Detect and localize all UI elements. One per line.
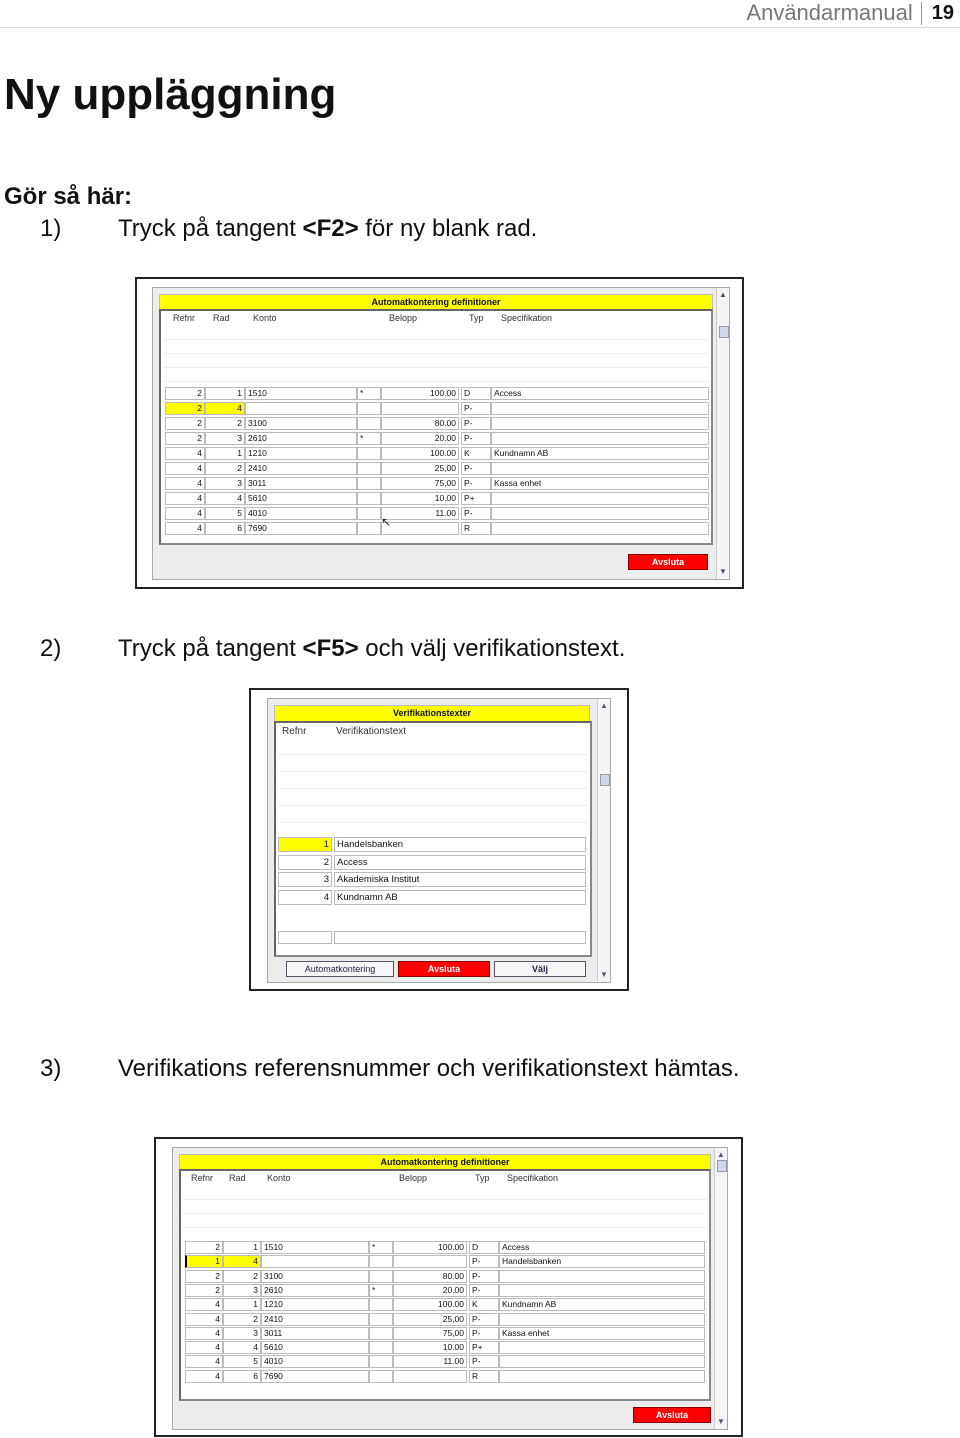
konto-cell[interactable]: 2610 [245, 432, 357, 445]
flag-cell[interactable] [369, 1270, 393, 1283]
konto-cell[interactable]: 4010 [245, 507, 357, 520]
rad-cell[interactable]: 3 [223, 1284, 261, 1297]
spec-cell[interactable] [491, 462, 709, 475]
col-typ: Typ [469, 313, 484, 323]
typ-cell[interactable]: P- [461, 432, 491, 445]
flag-cell[interactable] [369, 1255, 393, 1268]
konto-cell[interactable]: 1210 [245, 447, 357, 460]
flag-cell[interactable] [357, 477, 381, 490]
screenshot-verifikationstexter [249, 688, 629, 991]
belopp-cell[interactable]: 25,00 [381, 462, 459, 475]
refnr-cell[interactable]: 2 [185, 1284, 223, 1297]
col-refnr: Refnr [282, 726, 307, 737]
col-rad: Rad [213, 313, 230, 323]
typ-cell[interactable]: P+ [469, 1341, 499, 1354]
typ-cell[interactable]: P- [469, 1255, 499, 1268]
konto-cell[interactable]: 7690 [261, 1370, 369, 1383]
step-1 [40, 215, 537, 243]
typ-cell[interactable]: K [461, 447, 491, 460]
spec-cell[interactable]: Access [499, 1241, 705, 1254]
col-verifikationstext: Verifikationstext [336, 726, 407, 737]
belopp-cell[interactable]: 25,00 [393, 1313, 467, 1326]
rad-cell[interactable]: 3 [205, 477, 245, 490]
refnr-cell[interactable]: 2 [185, 1241, 223, 1254]
rad-cell[interactable]: 1 [205, 447, 245, 460]
spec-cell[interactable]: Kundnamn AB [499, 1298, 705, 1311]
flag-cell[interactable] [357, 507, 381, 520]
empty-row [183, 1200, 707, 1214]
spec-cell[interactable] [499, 1370, 705, 1383]
spec-cell[interactable]: Kassa enhet [499, 1327, 705, 1340]
flag-cell[interactable]: * [369, 1241, 393, 1254]
konto-cell[interactable]: 3100 [261, 1270, 369, 1283]
text-input[interactable] [334, 931, 586, 944]
col-belopp: Belopp [389, 313, 418, 323]
rad-cell[interactable]: 3 [223, 1327, 261, 1340]
konto-cell[interactable] [261, 1255, 369, 1268]
typ-cell[interactable]: P- [461, 402, 491, 415]
belopp-cell[interactable]: 100.00 [393, 1298, 467, 1311]
konto-cell[interactable]: 2610 [261, 1284, 369, 1297]
konto-cell[interactable]: 1210 [261, 1298, 369, 1311]
spec-cell[interactable] [491, 417, 709, 430]
spec-cell[interactable] [499, 1270, 705, 1283]
rad-cell[interactable]: 6 [205, 522, 245, 535]
konto-cell[interactable]: 3011 [245, 477, 357, 490]
refnr-cell[interactable]: 4 [165, 522, 205, 535]
verifikationstext-cell[interactable]: Access [334, 855, 586, 870]
empty-row [163, 354, 709, 368]
app-window [172, 1147, 728, 1430]
belopp-cell[interactable]: 11.00 [381, 507, 459, 520]
page-header [746, 0, 954, 26]
step-2 [40, 635, 625, 663]
rad-cell[interactable]: 6 [223, 1370, 261, 1383]
belopp-cell[interactable] [393, 1255, 467, 1268]
spec-cell[interactable] [491, 507, 709, 520]
belopp-cell[interactable]: 20.00 [381, 432, 459, 445]
window-title: Automatkontering definitioner [159, 294, 713, 311]
rad-cell[interactable]: 2 [223, 1313, 261, 1326]
flag-cell[interactable] [369, 1298, 393, 1311]
spec-cell[interactable]: Handelsbanken [499, 1255, 705, 1268]
verifikationstext-cell[interactable]: Kundnamn AB [334, 890, 586, 905]
empty-row [163, 340, 709, 354]
scroll-up-icon[interactable]: ▲ [600, 701, 608, 710]
belopp-cell[interactable]: 11.00 [393, 1355, 467, 1368]
flag-cell[interactable]: * [357, 387, 381, 400]
refnr-cell[interactable]: 1 [278, 837, 332, 852]
flag-cell[interactable] [369, 1327, 393, 1340]
konto-cell[interactable]: 3011 [261, 1327, 369, 1340]
scroll-thumb[interactable] [717, 1160, 727, 1172]
konto-cell[interactable]: 1510 [261, 1241, 369, 1254]
empty-row [183, 1228, 707, 1242]
refnr-cell[interactable]: 2 [165, 402, 205, 415]
app-window [267, 698, 611, 983]
belopp-cell[interactable]: 80.00 [381, 417, 459, 430]
spec-cell[interactable]: Kundnamn AB [491, 447, 709, 460]
spec-cell[interactable] [499, 1284, 705, 1297]
spec-cell[interactable]: Access [491, 387, 709, 400]
refnr-cell[interactable]: 4 [185, 1327, 223, 1340]
col-typ: Typ [475, 1173, 490, 1183]
rad-cell[interactable]: 4 [205, 492, 245, 505]
verifikationstext-cell[interactable]: Handelsbanken [334, 837, 586, 852]
typ-cell[interactable]: P- [469, 1284, 499, 1297]
refnr-cell[interactable]: 4 [278, 890, 332, 905]
spec-cell[interactable] [491, 492, 709, 505]
typ-cell[interactable]: P+ [461, 492, 491, 505]
flag-cell[interactable]: * [369, 1284, 393, 1297]
empty-row [278, 792, 588, 806]
flag-cell[interactable] [357, 462, 381, 475]
flag-cell[interactable] [369, 1313, 393, 1326]
empty-row [278, 758, 588, 772]
step-number: 3) [40, 1055, 62, 1082]
belopp-cell[interactable]: 100.00 [381, 387, 459, 400]
refnr-cell[interactable]: 2 [165, 387, 205, 400]
step-text: Verifikations referensnummer och verifikationstext hämtas. [118, 1055, 740, 1082]
col-konto: Konto [253, 313, 277, 323]
konto-cell[interactable]: 2410 [245, 462, 357, 475]
verifikationstext-list [274, 721, 592, 957]
rad-cell[interactable]: 4 [205, 402, 245, 415]
refnr-cell[interactable]: 4 [185, 1298, 223, 1311]
refnr-input[interactable] [278, 931, 332, 944]
step-text: Tryck på tangent <F5> och välj verifikationstext. [118, 635, 626, 662]
belopp-cell[interactable]: 20.00 [393, 1284, 467, 1297]
spec-cell[interactable] [491, 402, 709, 415]
belopp-cell[interactable]: 10.00 [381, 492, 459, 505]
page-title: Ny uppläggning [4, 70, 337, 119]
verifikationstext-cell[interactable]: Akademiska Institut [334, 872, 586, 887]
konto-cell[interactable]: 4010 [261, 1355, 369, 1368]
window-title: Verifikationstexter [274, 705, 590, 722]
refnr-cell[interactable]: 4 [165, 447, 205, 460]
avsluta-button[interactable]: Avsluta [398, 961, 490, 977]
scroll-down-icon[interactable]: ▼ [717, 1417, 725, 1426]
step-text: Tryck på tangent <F2> för ny blank rad. [118, 215, 538, 242]
typ-cell[interactable]: P- [461, 477, 491, 490]
spec-cell[interactable] [499, 1355, 705, 1368]
typ-cell[interactable]: R [461, 522, 491, 535]
scrollbar[interactable] [714, 1148, 727, 1429]
rad-cell[interactable]: 2 [205, 462, 245, 475]
spec-cell[interactable]: Kassa enhet [491, 477, 709, 490]
typ-cell[interactable]: P- [461, 507, 491, 520]
flag-cell[interactable] [357, 447, 381, 460]
konto-cell[interactable]: 3100 [245, 417, 357, 430]
rad-cell[interactable]: 1 [223, 1298, 261, 1311]
rad-cell[interactable]: 5 [223, 1355, 261, 1368]
belopp-cell[interactable]: 100.00 [393, 1241, 467, 1254]
refnr-cell[interactable]: 2 [165, 432, 205, 445]
flag-cell[interactable] [357, 417, 381, 430]
typ-cell[interactable]: D [469, 1241, 499, 1254]
screenshot-automatkontering-3 [154, 1137, 743, 1437]
scroll-up-icon[interactable]: ▲ [717, 1150, 725, 1159]
mouse-pointer-icon: ↖ [381, 515, 392, 529]
belopp-cell[interactable]: 75,00 [381, 477, 459, 490]
empty-row [278, 809, 588, 823]
empty-row [163, 326, 709, 340]
col-refnr: Refnr [173, 313, 196, 323]
scrollbar[interactable] [597, 699, 610, 982]
typ-cell[interactable]: P- [461, 462, 491, 475]
valj-button[interactable]: Välj [494, 961, 586, 977]
typ-cell[interactable]: R [469, 1370, 499, 1383]
belopp-cell[interactable]: 100.00 [381, 447, 459, 460]
rad-cell[interactable]: 1 [223, 1241, 261, 1254]
refnr-cell[interactable]: 1 [185, 1255, 223, 1268]
belopp-cell[interactable] [381, 522, 459, 535]
header-divider [0, 27, 960, 28]
flag-cell[interactable] [369, 1355, 393, 1368]
spec-cell[interactable] [499, 1313, 705, 1326]
refnr-cell[interactable]: 2 [165, 417, 205, 430]
konto-cell[interactable]: 5610 [245, 492, 357, 505]
rad-cell[interactable]: 2 [223, 1270, 261, 1283]
refnr-cell[interactable]: 4 [165, 492, 205, 505]
col-specifikation: Specifikation [501, 313, 553, 323]
page-number: 19 [921, 2, 954, 25]
konto-cell[interactable] [245, 402, 357, 415]
app-window [152, 287, 730, 580]
scrollbar[interactable] [716, 288, 729, 579]
refnr-cell[interactable]: 4 [185, 1341, 223, 1354]
flag-cell[interactable] [369, 1370, 393, 1383]
rad-cell[interactable]: 2 [205, 417, 245, 430]
scroll-thumb[interactable] [600, 774, 610, 786]
refnr-cell[interactable]: 4 [185, 1355, 223, 1368]
rad-cell[interactable]: 4 [223, 1341, 261, 1354]
col-rad: Rad [229, 1173, 246, 1183]
belopp-cell[interactable] [381, 402, 459, 415]
manual-title: Användarmanual [746, 0, 913, 25]
konto-cell[interactable]: 7690 [245, 522, 357, 535]
scroll-down-icon[interactable]: ▼ [600, 970, 608, 979]
automatkontering-button[interactable]: Automatkontering [286, 961, 394, 977]
spec-cell[interactable] [491, 432, 709, 445]
scroll-down-icon[interactable]: ▼ [719, 567, 727, 576]
col-belopp: Belopp [399, 1173, 428, 1183]
scroll-up-icon[interactable]: ▲ [719, 290, 727, 299]
empty-row [278, 775, 588, 789]
flag-cell[interactable] [357, 522, 381, 535]
refnr-cell[interactable]: 2 [278, 855, 332, 870]
intro-label: Gör så här: [4, 183, 133, 210]
col-refnr: Refnr [191, 1173, 214, 1183]
spec-cell[interactable] [491, 522, 709, 535]
belopp-cell[interactable]: 75,00 [393, 1327, 467, 1340]
typ-cell[interactable]: P- [469, 1270, 499, 1283]
refnr-cell[interactable]: 4 [165, 462, 205, 475]
belopp-cell[interactable]: 10.00 [393, 1341, 467, 1354]
rad-cell[interactable]: 3 [205, 432, 245, 445]
rad-cell[interactable]: 4 [223, 1255, 261, 1268]
refnr-cell[interactable]: 4 [165, 507, 205, 520]
refnr-cell[interactable]: 3 [278, 872, 332, 887]
avsluta-button[interactable]: Avsluta [633, 1407, 711, 1423]
spec-cell[interactable] [499, 1341, 705, 1354]
konto-cell[interactable]: 2410 [261, 1313, 369, 1326]
empty-row [183, 1186, 707, 1200]
flag-cell[interactable] [357, 402, 381, 415]
typ-cell[interactable]: P- [469, 1313, 499, 1326]
belopp-cell[interactable]: 80.00 [393, 1270, 467, 1283]
step-3 [40, 1055, 740, 1083]
flag-cell[interactable] [369, 1341, 393, 1354]
belopp-cell[interactable] [393, 1370, 467, 1383]
typ-cell[interactable]: P- [461, 417, 491, 430]
definitions-table [179, 1169, 711, 1401]
avsluta-button[interactable]: Avsluta [628, 554, 708, 570]
col-specifikation: Specifikation [507, 1173, 559, 1183]
empty-row [163, 368, 709, 382]
flag-cell[interactable]: * [357, 432, 381, 445]
typ-cell[interactable]: P- [469, 1355, 499, 1368]
scroll-thumb[interactable] [719, 326, 729, 338]
empty-row [278, 741, 588, 755]
konto-cell[interactable]: 1510 [245, 387, 357, 400]
refnr-cell[interactable]: 4 [185, 1313, 223, 1326]
empty-row [183, 1214, 707, 1228]
rad-cell[interactable]: 5 [205, 507, 245, 520]
typ-cell[interactable]: K [469, 1298, 499, 1311]
screenshot-automatkontering-1 [135, 277, 744, 589]
step-number: 1) [40, 215, 62, 242]
refnr-cell[interactable]: 4 [185, 1370, 223, 1383]
col-konto: Konto [267, 1173, 291, 1183]
rad-cell[interactable]: 1 [205, 387, 245, 400]
step-number: 2) [40, 635, 62, 662]
konto-cell[interactable]: 5610 [261, 1341, 369, 1354]
refnr-cell[interactable]: 4 [165, 477, 205, 490]
definitions-table [159, 309, 713, 545]
typ-cell[interactable]: D [461, 387, 491, 400]
typ-cell[interactable]: P- [469, 1327, 499, 1340]
window-title: Automatkontering definitioner [179, 1154, 711, 1171]
flag-cell[interactable] [357, 492, 381, 505]
refnr-cell[interactable]: 2 [185, 1270, 223, 1283]
